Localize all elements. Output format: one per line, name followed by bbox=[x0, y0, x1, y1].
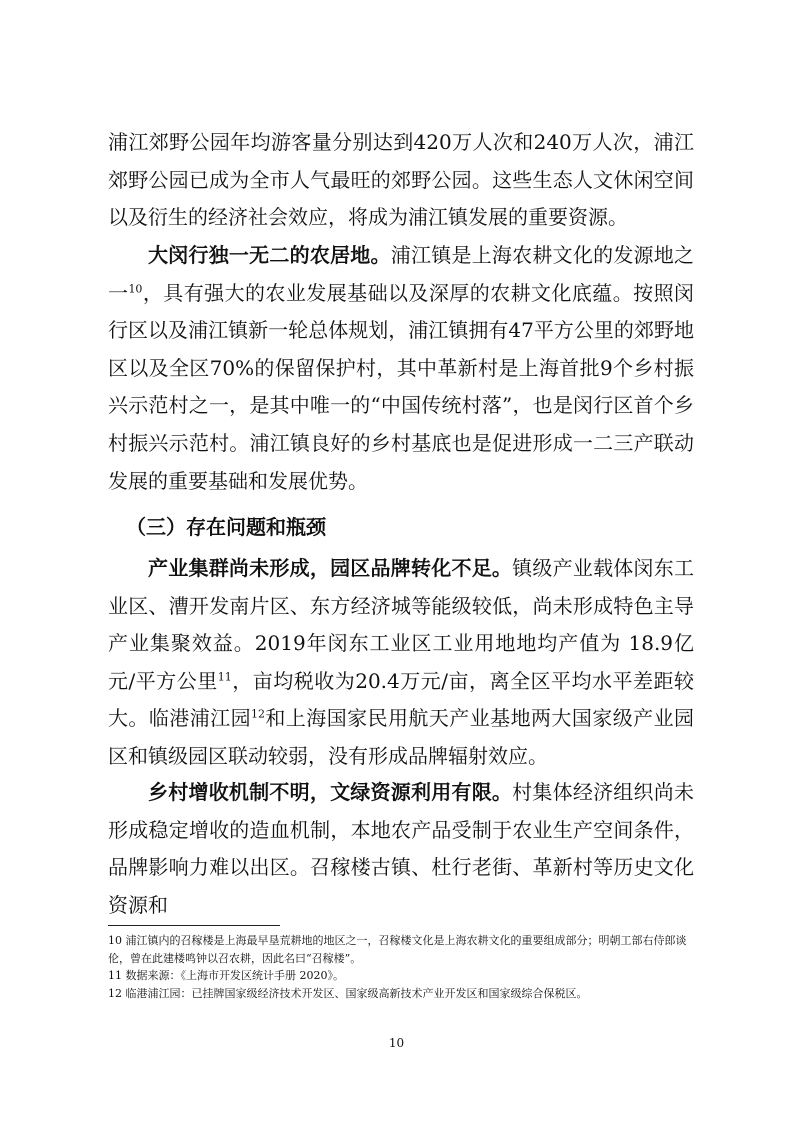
para-4-block bbox=[108, 774, 694, 924]
para-2-block bbox=[108, 237, 694, 500]
paragraph-2-lead: 大闵行独一无二的农居地。 bbox=[148, 243, 391, 267]
paragraph-3-text-a: 镇级产业载体闵东工业区、漕开发南片区、东方经济城等能级较低，尚未形成特色主导产业集聚效益。2019年闵东工业区工业用地地均产值为 18.9亿元/平方公里 bbox=[108, 556, 695, 693]
para-3-block bbox=[108, 550, 694, 776]
footnote-ref-11: 11 bbox=[217, 670, 232, 684]
paragraph-3-text-c: 和上海国家民用航天产业基地两大国家级产业园区和镇级园区联动较弱，没有形成品牌辐射效应。 bbox=[108, 706, 694, 768]
footnote-divider bbox=[108, 925, 280, 926]
paragraph-4 bbox=[108, 774, 694, 924]
paragraph-3-lead: 产业集群尚未形成，园区品牌转化不足。 bbox=[148, 556, 513, 580]
footnotes bbox=[108, 932, 694, 1002]
paragraph-2 bbox=[108, 237, 694, 500]
paragraph-4-text: 村集体经济组织尚未形成稳定增收的造血机制，本地农产品受制于农业生产空间条件，品牌影响力难以出区。召稼楼古镇、杜行老街、革新村等历史文化资源和 bbox=[108, 780, 695, 917]
paragraph-3-text-b: ，亩均税收为20.4万元/亩，离全区平均水平差距较大。临港浦江园 bbox=[108, 668, 694, 731]
footnote-11: 11 数据来源：《上海市开发区统计手册 2020》。 bbox=[108, 969, 344, 982]
para-1-block bbox=[108, 124, 694, 237]
paragraph-4-lead: 乡村增收机制不明，文绿资源利用有限。 bbox=[148, 780, 513, 804]
paragraph-1: 浦江郊野公园年均游客量分别达到420万人次和240万人次，浦江郊野公园已成为全市人气最旺的郊野公园。这些生态人文休闲空间以及衍生的经济社会效应，将成为浦江镇发展的重要资源。 bbox=[108, 130, 694, 230]
footnote-ref-12: 12 bbox=[251, 707, 265, 721]
footnote-12: 12 临港浦江园：已挂牌国家级经济技术开发区、国家级高新技术产业开发区和国家级综合保税区。 bbox=[108, 986, 588, 1000]
section-heading: （三）存在问题和瓶颈 bbox=[126, 515, 326, 539]
paragraph-3 bbox=[108, 550, 694, 776]
paragraph-2-text-b: ，具有强大的农业发展基础以及深厚的农耕文化底蕴。按照闵行区以及浦江镇新一轮总体规划，浦江镇拥有47平方公里的郊野地区以及全区70%的保留保护村，其中革新村是上海首批9个乡村振兴示范村之一，是其中唯一的“中国传统村落”，也是闵行区首个乡村振兴示范村。浦江镇良好的乡村基底也是促进形成一二三产联动发展的重要基础和发展优势。 bbox=[108, 280, 695, 493]
footnote-10: 10 浦江镇内的召稼楼是上海最早垦荒耕地的地区之一，召稼楼文化是上海农耕文化的重要组成部分；明朝工部右侍郎谈伦，曾在此建楼鸣钟以召农耕，因此名曰“召稼楼”。 bbox=[108, 934, 687, 965]
footnote-ref-10: 10 bbox=[128, 281, 143, 295]
page-number: 10 bbox=[388, 1036, 405, 1050]
paragraph-2-text-a: 浦江镇是上海农耕文化的发源地之一 bbox=[108, 243, 695, 305]
